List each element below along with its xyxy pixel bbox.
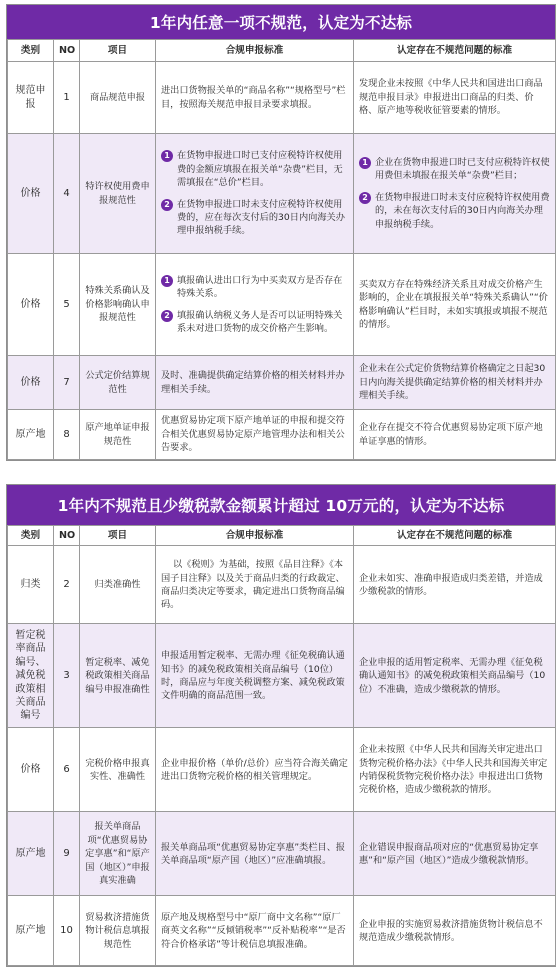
table-row [8,812,556,896]
row-category: 价格 [8,254,54,356]
row-item: 完税价格申报真实性、准确性 [80,728,156,812]
section-2-banner: 1年内不规范且少缴税款金额累计超过 10万元的，认定为不达标 [7,485,555,525]
row-violation: 发现企业未按照《中华人民共和国进出口商品规范申报目录》申报进出口商品的归类、价格、原产地等税收征管要素的情形。 [354,62,556,134]
table-row [8,728,556,812]
row-standard [156,254,354,356]
section-1-table [7,39,556,460]
table-row [8,546,556,624]
point-text: 在货物申报进口时已支付应税特许权使用费的金额应填报在报关单“杂费”栏目，无需填报在“总价”栏目。 [177,150,343,189]
row-violation: 企业未在公式定价货物结算价格确定之日起30日内向海关提供确定结算价格的相关材料并办理相关手续。 [354,356,556,410]
section-2-table [7,525,556,966]
point-text: 填报确认纳税义务人是否可以证明特殊关系未对进口货物的成交价格产生影响。 [177,309,343,334]
header-standard: 合规申报标准 [156,526,354,546]
table-row [8,134,556,254]
row-no: 10 [54,896,80,966]
row-no: 4 [54,134,80,254]
section-1-banner: 1年内任意一项不规范，认定为不达标 [7,5,555,39]
row-no: 9 [54,812,80,896]
row-category: 价格 [8,728,54,812]
table-row [8,624,556,728]
violation-point [359,191,550,231]
table-row [8,254,556,356]
row-violation: 企业未如实、准确申报造成归类差错，并造成少缴税款的情形。 [354,546,556,624]
row-no: 3 [54,624,80,728]
row-category: 原产地 [8,812,54,896]
table-row [8,410,556,460]
header-category: 类别 [8,40,54,62]
row-item: 商品规范申报 [80,62,156,134]
number-badge-icon: 1 [359,157,371,169]
row-category: 原产地 [8,896,54,966]
row-standard [156,134,354,254]
row-category: 价格 [8,134,54,254]
table-header-row [8,526,556,546]
row-standard: 报关单商品项“优惠贸易协定享惠”类栏目、报关单商品项“原产国（地区）”应准确填报。 [156,812,354,896]
row-violation: 企业申报的实施贸易救济措施货物计税信息不规范造成少缴税款情形。 [354,896,556,966]
row-violation: 买卖双方存在特殊经济关系且对成交价格产生影响的，企业在填报报关单“特殊关系确认”“价格影响确认”栏目时，未如实填报或填报不规范的情形。 [354,254,556,356]
table-header-row [8,40,556,62]
number-badge-icon: 2 [161,199,173,211]
standard-point [161,274,348,301]
number-badge-icon: 1 [161,275,173,287]
header-violation: 认定存在不规范问题的标准 [354,40,556,62]
point-text: 在货物申报进口时未支付应税特许权使用费的，应在每次支付后的30日内向海关办理申报纳税手续。 [177,198,345,237]
row-item: 报关单商品项“优惠贸易协定享惠”和“原产国（地区）”申报真实准确 [80,812,156,896]
row-no: 1 [54,62,80,134]
row-standard: 以《税则》为基础，按照《品目注释》《本国子目注释》以及关于商品归类的行政裁定、商品归类决定等要求，确定进出口货物商品编码。 [156,546,354,624]
row-violation: 企业存在提交不符合优惠贸易协定项下原产地单证享惠的情形。 [354,410,556,460]
row-item: 归类准确性 [80,546,156,624]
row-category: 规范申报 [8,62,54,134]
row-no: 8 [54,410,80,460]
row-standard: 进出口货物报关单的“商品名称”“规格型号”栏目，按照海关规范申报目录要求填报。 [156,62,354,134]
row-standard: 企业申报价格（单价/总价）应当符合海关确定进出口货物完税价格的相关管理规定。 [156,728,354,812]
standard-point [161,198,348,238]
section-1-panel [6,4,556,461]
header-no: NO [54,40,80,62]
row-item: 贸易救济措施货物计税信息填报规范性 [80,896,156,966]
number-badge-icon: 1 [161,150,173,162]
row-violation [354,134,556,254]
row-violation: 企业未按照《中华人民共和国海关审定进出口货物完税价格办法》《中华人民共和国海关审定内销保税货物完税价格办法》申报进出口货物完税价格，造成少缴税款的情形。 [354,728,556,812]
header-violation: 认定存在不规范问题的标准 [354,526,556,546]
row-category: 价格 [8,356,54,410]
point-text: 企业在货物申报进口时已支付应税特许权使用费但未填报在报关单“杂费”栏目； [375,156,550,182]
row-no: 7 [54,356,80,410]
row-standard: 优惠贸易协定项下原产地单证的申报和提交符合相关优惠贸易协定原产地管理办法和相关公告要求。 [156,410,354,460]
row-item: 特殊关系确认及价格影响确认申报规范性 [80,254,156,356]
row-item: 特许权使用费申报规范性 [80,134,156,254]
table-row [8,62,556,134]
row-category: 原产地 [8,410,54,460]
row-no: 6 [54,728,80,812]
row-no: 2 [54,546,80,624]
number-badge-icon: 2 [359,192,371,204]
row-item: 原产地单证申报规范性 [80,410,156,460]
header-no: NO [54,526,80,546]
standard-point [161,309,348,336]
table-row [8,356,556,410]
header-standard: 合规申报标准 [156,40,354,62]
row-standard: 申报适用暂定税率、无需办理《征免税确认通知书》的减免税政策相关商品编号（10位）时，商品应与年度关税调整方案、减免税政策文件明确的商品范围一致。 [156,624,354,728]
row-standard: 及时、准确提供确定结算价格的相关材料并办理相关手续。 [156,356,354,410]
standard-point [161,149,348,189]
row-violation: 企业申报的适用暂定税率、无需办理《征免税确认通知书》的减免税政策相关商品编号（10位）不准确，造成少缴税款的情形。 [354,624,556,728]
point-text: 在货物申报进口时未支付应税特许权使用费的，未在每次支付后的30日内向海关办理申报纳税手续。 [375,191,550,230]
row-no: 5 [54,254,80,356]
section-2-panel [6,484,556,967]
violation-point [359,156,550,183]
row-item: 暂定税率、减免税政策相关商品编号申报准确性 [80,624,156,728]
row-violation: 企业错误申报商品项对应的“优惠贸易协定享惠”和“原产国（地区）”造成少缴税款情形。 [354,812,556,896]
row-item: 公式定价结算规范性 [80,356,156,410]
number-badge-icon: 2 [161,310,173,322]
header-item: 项目 [80,40,156,62]
header-item: 项目 [80,526,156,546]
header-category: 类别 [8,526,54,546]
point-text: 填报确认进出口行为中买卖双方是否存在特殊关系。 [177,274,343,300]
table-row [8,896,556,966]
row-category: 暂定税率商品编号、减免税政策相关商品编号 [8,624,54,728]
row-category: 归类 [8,546,54,624]
row-standard: 原产地及规格型号中“原厂商中文名称”“原厂商英文名称”“反倾销税率”“反补贴税率”“是否符合价格承诺”等计税信息填报准确。 [156,896,354,966]
